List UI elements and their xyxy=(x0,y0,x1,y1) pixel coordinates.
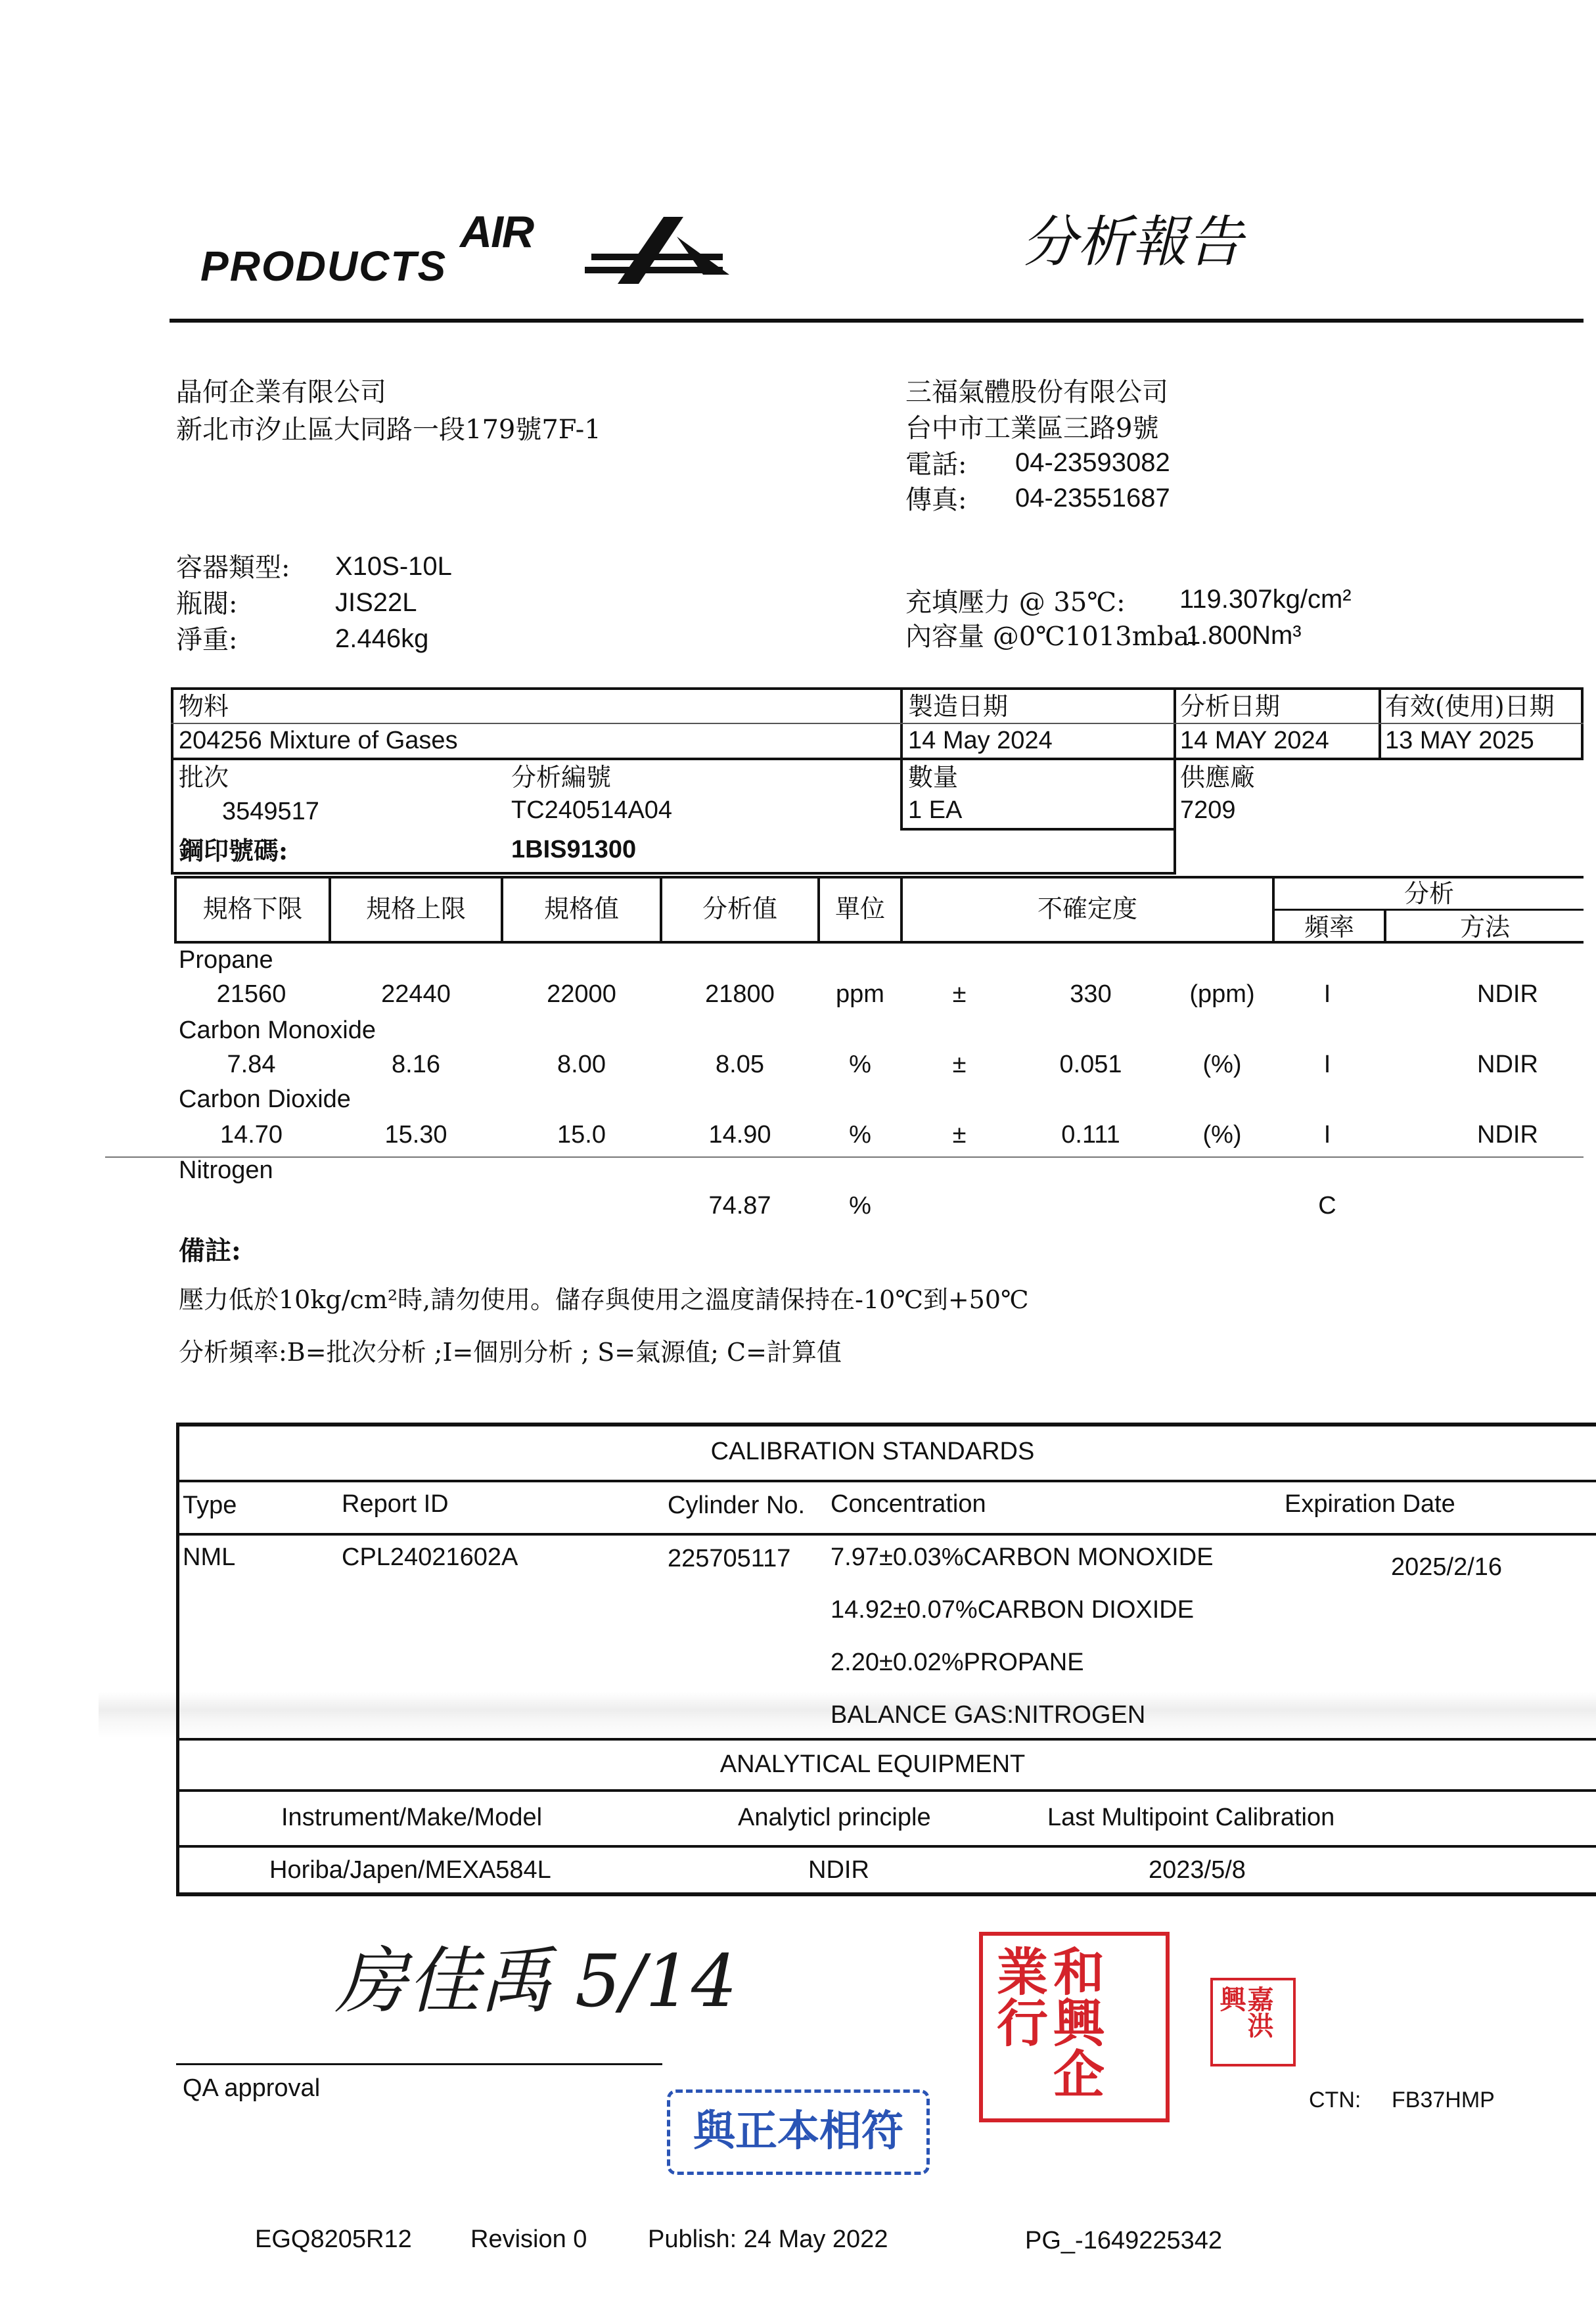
frequency: I xyxy=(1323,980,1331,1008)
uncertainty-value: 0.051 xyxy=(1059,1051,1122,1078)
fax-value: 04-23551687 xyxy=(1015,484,1170,513)
fill-pressure-value: 119.307kg/cm² xyxy=(1179,585,1352,614)
header-analysis-value: 分析值 xyxy=(702,894,777,923)
phone-value: 04-23593082 xyxy=(1015,448,1170,477)
fill-pressure-label: 充填壓力 @ 35℃: xyxy=(905,587,1126,618)
col-instrument: Instrument/Make/Model xyxy=(281,1804,543,1831)
uncertainty-unit: (ppm) xyxy=(1189,980,1255,1008)
frequency: I xyxy=(1323,1051,1331,1078)
header-spec-value: 規格值 xyxy=(543,894,619,923)
footer-revision: Revision 0 xyxy=(470,2225,587,2253)
uncertainty-value: 0.111 xyxy=(1061,1121,1120,1149)
analysis-value: 14.90 xyxy=(708,1121,771,1149)
col-last-calibration: Last Multipoint Calibration xyxy=(1047,1804,1335,1831)
notes-line-2: 分析頻率:B=批次分析 ;I=個別分析 ; S=氣源值; C=計算值 xyxy=(179,1338,842,1367)
col-principle: Analyticl principle xyxy=(738,1804,931,1831)
batch-label: 批次 xyxy=(179,763,229,792)
uncertainty-unit: (%) xyxy=(1202,1051,1242,1078)
footer-pg: PG_-1649225342 xyxy=(1025,2227,1223,2254)
header-uncertainty: 不確定度 xyxy=(1037,894,1137,923)
header-unit: 單位 xyxy=(834,894,885,923)
header-rule xyxy=(170,319,1584,323)
supplier-address: 台中市工業區三路9號 xyxy=(905,413,1159,444)
analysis-no-value: TC240514A04 xyxy=(511,796,673,824)
unit: % xyxy=(849,1121,871,1149)
cal-cylinder: 225705117 xyxy=(668,1545,791,1572)
qa-signature: 房佳禹 5/14 xyxy=(335,1939,737,2023)
footer-publish: Publish: 24 May 2022 xyxy=(648,2225,888,2253)
cal-report-id: CPL24021602A xyxy=(342,1543,518,1571)
signature-line xyxy=(176,2063,662,2065)
unit: ppm xyxy=(836,980,884,1008)
equipment-instrument: Horiba/Japen/MEXA584L xyxy=(269,1856,551,1884)
col-type: Type xyxy=(183,1492,237,1519)
unit: % xyxy=(849,1192,871,1220)
component-name: Carbon Monoxide xyxy=(179,1016,376,1044)
analysis-no-label: 分析編號 xyxy=(511,763,612,792)
frequency: C xyxy=(1318,1192,1336,1220)
header-frequency: 頻率 xyxy=(1304,913,1354,942)
col-report-id: Report ID xyxy=(342,1490,449,1518)
component-name: Nitrogen xyxy=(179,1156,273,1184)
quantity-label: 數量 xyxy=(908,763,959,792)
company-seal-text: 和興企業行 xyxy=(988,1945,1105,2099)
spec-low: 7.84 xyxy=(227,1051,276,1078)
spec-value: 8.00 xyxy=(557,1051,606,1078)
ctn-label: CTN: xyxy=(1309,2088,1361,2112)
mfg-date-label: 製造日期 xyxy=(908,692,1009,721)
plant-value: 7209 xyxy=(1180,796,1236,824)
personal-seal xyxy=(1210,1978,1296,2066)
spec-low: 14.70 xyxy=(219,1121,283,1149)
cal-concentration-1: 7.97±0.03%CARBON MONOXIDE xyxy=(831,1543,1214,1571)
uncertainty-value: 330 xyxy=(1070,980,1112,1008)
plus-minus: ± xyxy=(952,1051,967,1078)
footer-doc-no: EGQ8205R12 xyxy=(255,2225,412,2253)
container-type-value: X10S-10L xyxy=(335,552,452,581)
cal-concentration-4: BALANCE GAS:NITROGEN xyxy=(831,1701,1146,1729)
personal-seal-text: 嘉洪興 xyxy=(1216,1986,1274,2038)
expiry-value: 13 MAY 2025 xyxy=(1385,727,1534,754)
header-analysis: 分析 xyxy=(1403,879,1454,908)
stamp-no-value: 1BIS91300 xyxy=(511,836,637,863)
spec-low: 21560 xyxy=(216,980,286,1008)
cal-concentration-3: 2.20±0.02%PROPANE xyxy=(831,1649,1084,1676)
qa-approval-label: QA approval xyxy=(183,2074,321,2102)
analysis-value: 21800 xyxy=(705,980,775,1008)
method: NDIR xyxy=(1477,1121,1538,1149)
spec-high: 8.16 xyxy=(392,1051,440,1078)
valve-label: 瓶閥: xyxy=(176,589,238,619)
valve-value: JIS22L xyxy=(335,588,417,617)
spec-value: 15.0 xyxy=(557,1121,606,1149)
stamp-no-label: 鋼印號碼: xyxy=(179,836,288,865)
customer-address: 新北市汐止區大同路一段179號7F-1 xyxy=(176,415,601,445)
spec-high: 15.30 xyxy=(384,1121,447,1149)
ctn-value: FB37HMP xyxy=(1392,2088,1495,2112)
quantity-value: 1 EA xyxy=(908,796,963,824)
fax-label: 傳真: xyxy=(905,485,967,515)
notes-line-1: 壓力低於10kg/cm²時,請勿使用。儲存與使用之溫度請保持在-10℃到+50℃ xyxy=(179,1285,1029,1314)
mfg-date-value: 14 May 2024 xyxy=(908,727,1053,754)
method: NDIR xyxy=(1477,1051,1538,1078)
cal-expiration: 2025/2/16 xyxy=(1391,1553,1503,1581)
plus-minus: ± xyxy=(952,980,967,1008)
equipment-title: ANALYTICAL EQUIPMENT xyxy=(719,1750,1026,1778)
component-name: Carbon Dioxide xyxy=(179,1085,351,1113)
analysis-date-value: 14 MAY 2024 xyxy=(1180,727,1329,754)
batch-value: 3549517 xyxy=(222,798,319,825)
expiry-label: 有效(使用)日期 xyxy=(1385,692,1555,721)
supplier-name: 三福氣體股份有限公司 xyxy=(905,377,1168,407)
cal-type: NML xyxy=(183,1543,236,1571)
header-method: 方法 xyxy=(1459,913,1510,942)
logo-air-text: AIR xyxy=(460,207,534,257)
logo-products-text: PRODUCTS xyxy=(200,242,447,290)
equipment-principle: NDIR xyxy=(808,1856,869,1884)
net-weight-value: 2.446kg xyxy=(335,624,429,653)
analysis-date-label: 分析日期 xyxy=(1180,692,1281,721)
company-seal xyxy=(979,1932,1170,2122)
cal-concentration-2: 14.92±0.07%CARBON DIOXIDE xyxy=(831,1596,1195,1624)
uncertainty-unit: (%) xyxy=(1202,1121,1242,1149)
content-value: 1.800Nm³ xyxy=(1186,621,1302,650)
plus-minus: ± xyxy=(952,1121,967,1149)
unit: % xyxy=(849,1051,871,1078)
plant-label: 供應廠 xyxy=(1180,763,1256,792)
analysis-value: 8.05 xyxy=(716,1051,764,1078)
component-name: Propane xyxy=(179,946,273,974)
analysis-value: 74.87 xyxy=(708,1192,771,1220)
col-concentration: Concentration xyxy=(831,1490,986,1518)
logo-mark-icon xyxy=(578,210,736,289)
frequency: I xyxy=(1323,1121,1331,1149)
report-title: 分析報告 xyxy=(1022,210,1243,274)
material-value: 204256 Mixture of Gases xyxy=(179,727,458,754)
notes-label: 備註: xyxy=(179,1235,241,1266)
phone-label: 電話: xyxy=(905,449,967,480)
spec-value: 22000 xyxy=(547,980,616,1008)
customer-name: 晶何企業有限公司 xyxy=(176,377,386,407)
container-type-label: 容器類型: xyxy=(176,553,290,583)
header-spec-low: 規格下限 xyxy=(202,894,303,923)
method: NDIR xyxy=(1477,980,1538,1008)
content-label: 內容量 @0℃1013mba: xyxy=(905,622,1198,652)
col-cylinder: Cylinder No. xyxy=(668,1492,806,1519)
row-separator xyxy=(105,1156,1584,1158)
true-copy-stamp xyxy=(667,2089,930,2175)
material-label: 物料 xyxy=(179,692,229,721)
col-expiration: Expiration Date xyxy=(1285,1490,1455,1518)
equipment-calibration-date: 2023/5/8 xyxy=(1149,1856,1246,1884)
spec-high: 22440 xyxy=(381,980,451,1008)
net-weight-label: 淨重: xyxy=(176,625,238,655)
true-copy-text: 與正本相符 xyxy=(693,2107,903,2156)
calibration-title: CALIBRATION STANDARDS xyxy=(710,1438,1035,1465)
header-spec-high: 規格上限 xyxy=(365,894,466,923)
